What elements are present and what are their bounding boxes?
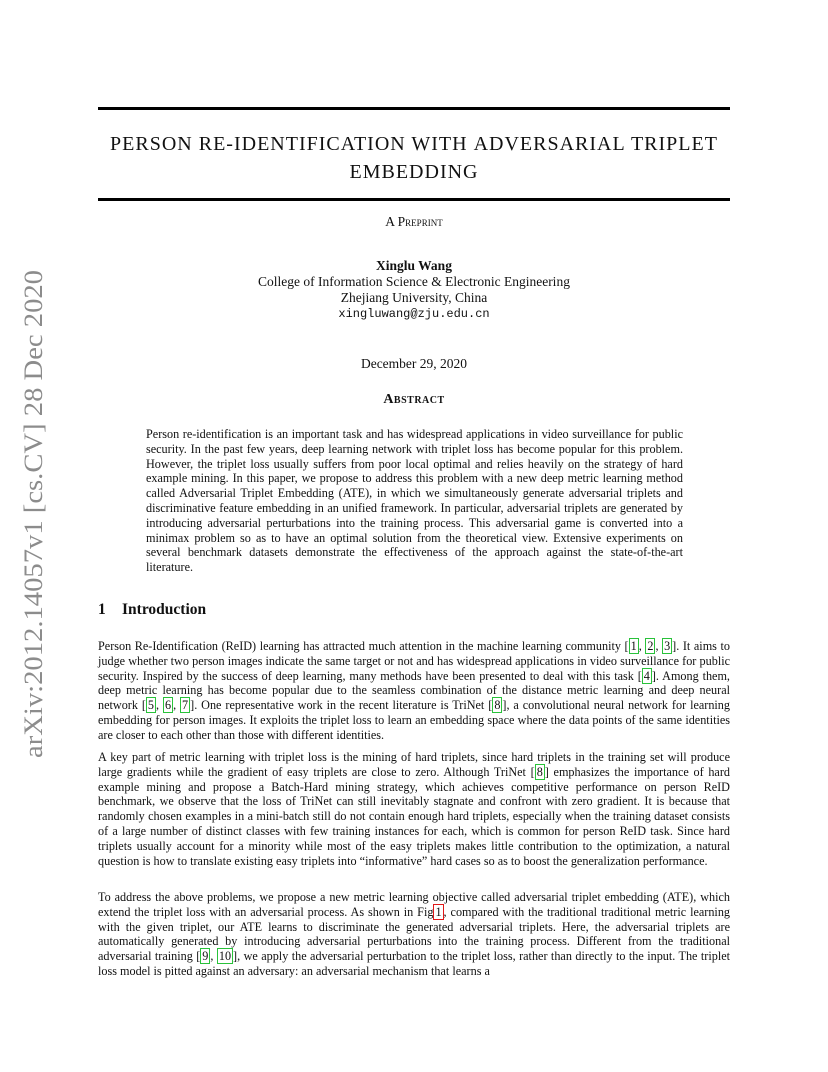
author-block xyxy=(98,258,730,322)
arxiv-id: arXiv:2012.14057v1 [cs.CV] 28 Dec 2020 xyxy=(18,306,48,758)
intro-paragraph-1: Person Re-Identification (ReID) learning has attracted much attention in the machine learning community [ 1 , 2 , 3 ]. It aims to judge whether two person images indicate the same target or not and has widespread applications in video surveillance for public security. Inspired by the success of deep learning, many methods have been presented to deal with this task [ 4 ]. Among them, deep metric learning has become popular due to the seamless combination of the distance metric learning and deep neural network [ 5 , 6 , 7 ]. One representative work in the recent literature is TriNet [ 8 ], a convolutional neural network for learning embedding for person images. It exploits the triplet loss to learn an embedding space where the data points of the same identities are closer to each other than those with different identities. xyxy=(98,639,730,742)
preprint-label: A Preprint xyxy=(385,214,443,229)
citation-link[interactable]: 5 xyxy=(147,698,155,713)
author-affiliation-1: College of Information Science & Electronic Engineering xyxy=(258,274,570,289)
citation-link[interactable]: 1 xyxy=(630,639,637,653)
citation-link[interactable]: 2 xyxy=(647,639,654,653)
title-top-rule xyxy=(98,107,730,110)
citation-link[interactable]: 8 xyxy=(536,764,543,779)
citation-link[interactable]: 3 xyxy=(664,639,671,653)
figure-link[interactable]: 1 xyxy=(435,904,442,919)
section-heading-introduction xyxy=(98,601,206,619)
author-email[interactable]: xingluwang@zju.edu.cn xyxy=(338,307,490,321)
section-number: 1 xyxy=(98,601,106,618)
citation-link[interactable]: 9 xyxy=(202,949,209,964)
paper-title: PERSON RE-IDENTIFICATION WITH ADVERSARIAL TRIPLET EMBEDDING xyxy=(110,133,718,183)
citation-link[interactable]: 10 xyxy=(218,949,232,964)
title-bottom-rule xyxy=(98,198,730,201)
intro-paragraph-2: A key part of metric learning with triplet loss is the mining of hard triplets, since hard triplets in the training set will produce large gradients while the gradient of easy triplets are close to zero. Although TriNet [ 8 ] emphasizes the importance of hard example mining and propose a Batch-Hard mining strategy, which achieves competitive performance on person ReID benchmark, we observe that the loss of TriNet can still inevitably stagnate and confront with zero gradient. It is because that randomly chosen examples in a mini-batch still do not contain enough hard triplets, especially when the training dataset consists of a large number of distinct classes with few training instances for each, which is common for person ReID task. Since hard triplets usually account for a minority while most of the easy triplets makes little contribution to the optimization, a natural question is how to translate existing easy triplets into “informative” hard cases so as to boost the generalization performance. xyxy=(98,750,730,868)
abstract-heading: Abstract xyxy=(383,392,445,407)
author-name: Xinglu Wang xyxy=(376,258,452,273)
author-affiliation-2: Zhejiang University, China xyxy=(340,290,488,305)
citation-link[interactable]: 6 xyxy=(164,698,172,713)
abstract-text: Person re-identification is an important task and has widespread applications in video surveillance for public security. In the past few years, deep learning network with triplet loss has become popular for this problem. However, the triplet loss usually suffers from poor local optimal and relies heavily on the strategy of hard example mining. In this paper, we propose to address this problem with a new deep metric learning method called Adversarial Triplet Embedding (ATE), in which we simultaneously generate adversarial triplets and discriminative feature embedding in an unified framework. In particular, adversarial triplets are generated by introducing adversarial perturbations into the training process. This adversarial game is converted into a minimax problem so as to have an optimal solution from the theoretical view. Extensive experiments on several benchmark datasets demonstrate the effectiveness of the approach against the state-of-the-art literature. xyxy=(146,427,683,575)
citation-link[interactable]: 4 xyxy=(643,668,650,683)
citation-link[interactable]: 8 xyxy=(494,698,501,713)
arxiv-stamp xyxy=(2,265,50,765)
section-title: Introduction xyxy=(122,601,207,618)
intro-paragraph-3: To address the above problems, we propose a new metric learning objective called adversarial triplet embedding (ATE), which extend the triplet loss with an adversarial process. As shown in Fig 1 , compared with the traditional traditional metric learning with the given triplet, our ATE learns to discriminate the generated adversarial triplets. Here, the adversarial triplets are automatically generated by introducing adversarial perturbations into the training process. Different from the traditional adversarial training [ 9 , 10 ], we apply the adversarial perturbation to the triplet loss, rather than directly to the input. The triplet loss model is pitted against an adversary: an adversarial mechanism that learns a xyxy=(98,890,731,978)
paper-date: December 29, 2020 xyxy=(360,356,468,371)
citation-link[interactable]: 7 xyxy=(182,698,189,713)
